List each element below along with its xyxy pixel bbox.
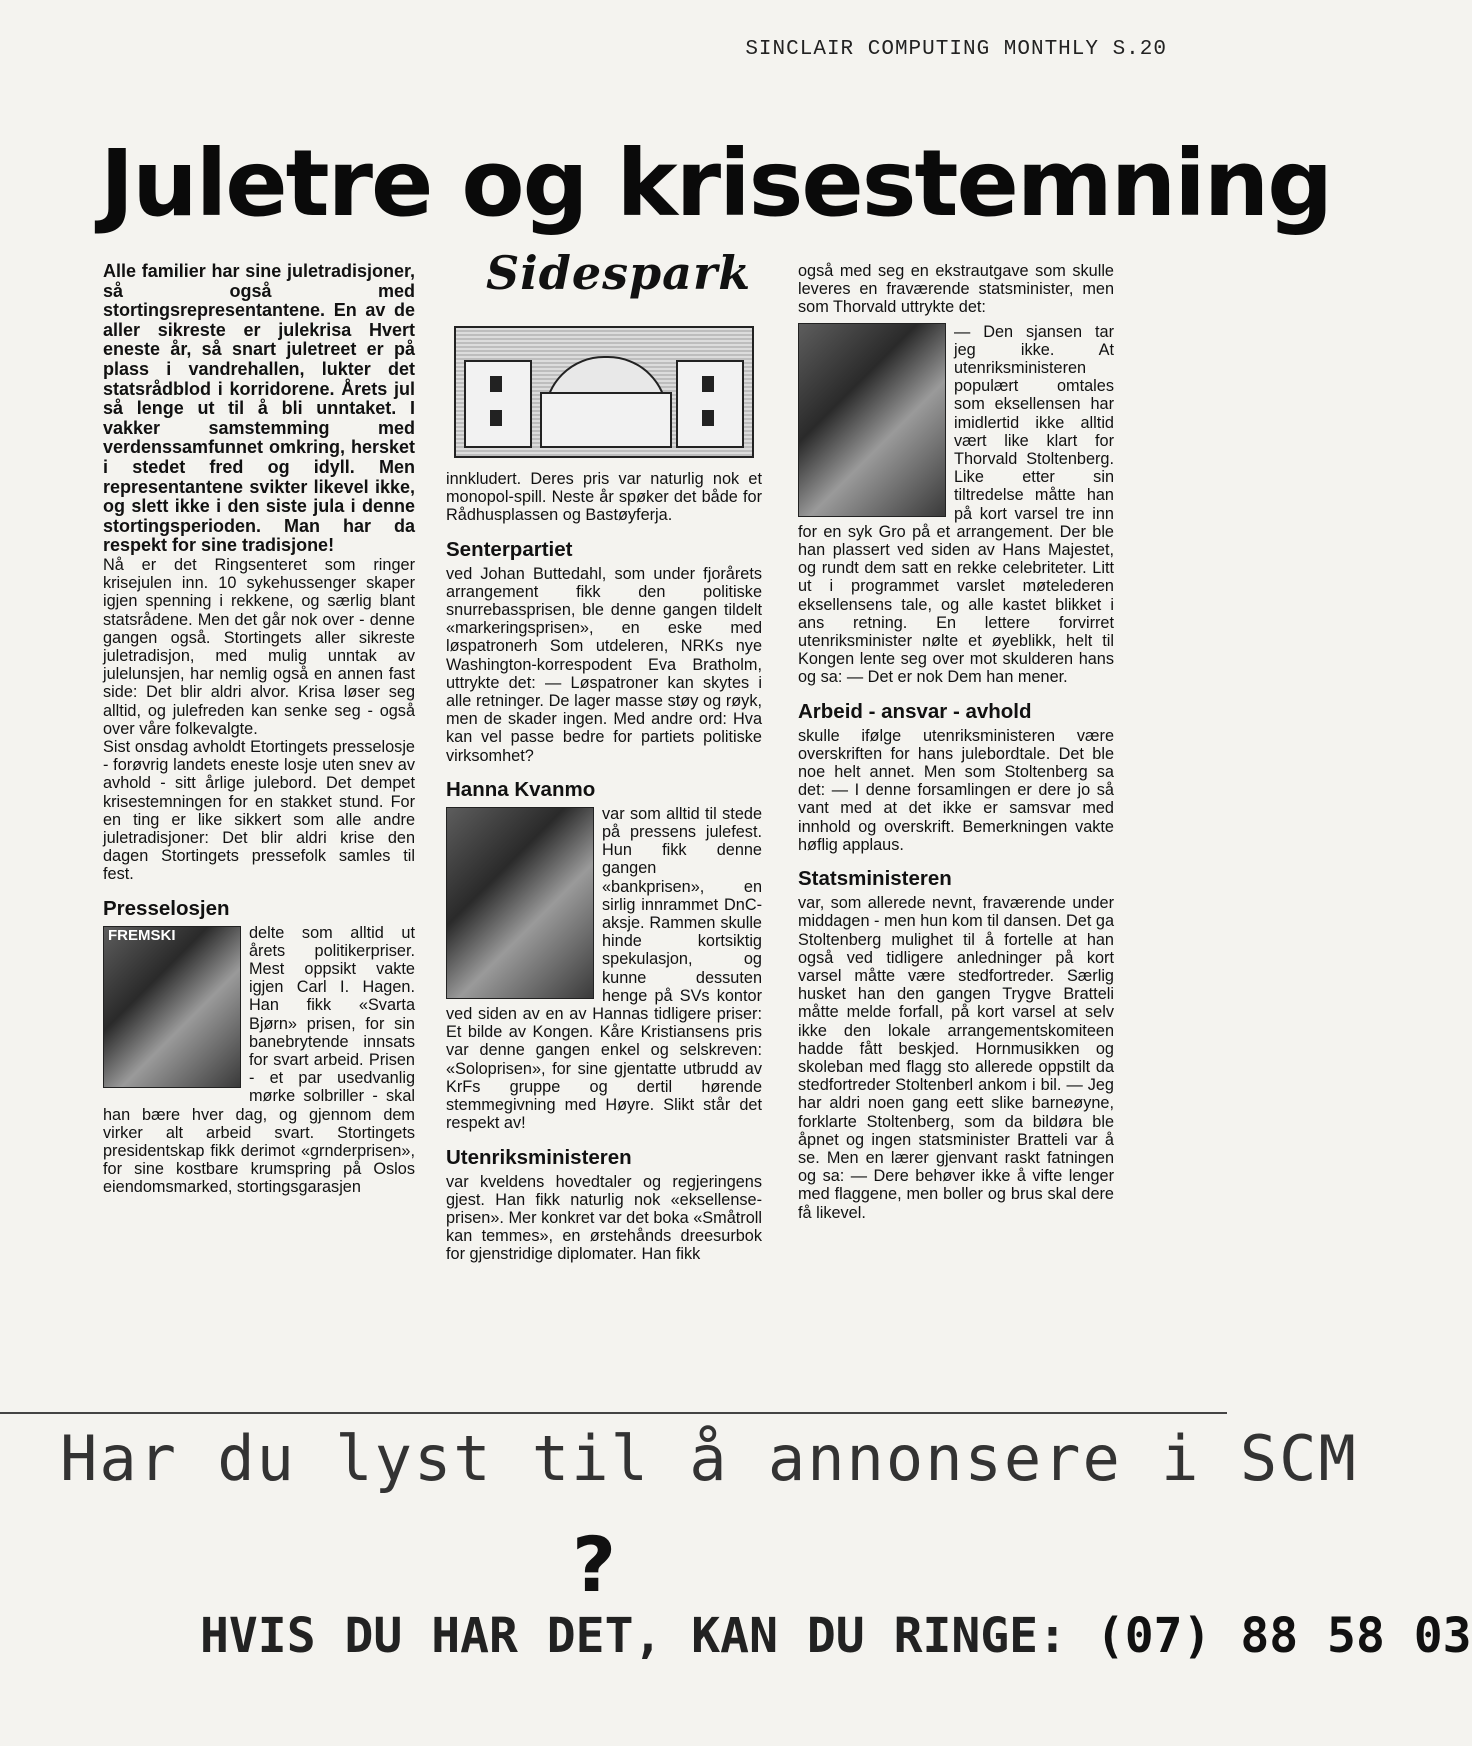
ad-call-line xyxy=(200,1608,1472,1664)
building-center xyxy=(540,392,672,448)
article-column-3 xyxy=(798,262,1114,1222)
page-header: SINCLAIR COMPUTING MONTHLY S.20 xyxy=(745,38,1167,61)
body-paragraph: skulle ifølge utenriksministeren være overskriften for hans julebordtale. Det ble noe helt annet. Men som Stoltenberg sa det: — I denne forsamlingen er dere jo så vant med at det ikke er samsvar med innhold og overskrift. Bemerkningen vakte høflig applaus. xyxy=(798,726,1114,854)
subheading-hanna-kvanmo: Hanna Kvanmo xyxy=(446,777,596,801)
body-paragraph: var kveldens hovedtaler og regjeringens gjest. Han fikk naturlig nok «eksellense-prisen». Mer konkret var det boka «Småtroll kan temmes», en ørstehånds dreesurbok for gjenstridige diplomater. Han fikk xyxy=(446,1172,762,1264)
body-paragraph: innkludert. Deres pris var naturlig nok et monopol-spill. Neste år spøker det både for Rådhusplassen og Bastøyferja. xyxy=(446,470,762,525)
subheading-senterpartiet: Senterpartiet xyxy=(446,537,573,561)
body-paragraph: også med seg en ekstrautgave som skulle leveres en fraværende statsminister, men som Thorvald uttrykte det: xyxy=(798,262,1114,317)
lead-paragraph: Alle familier har sine juletradisjoner, så også med stortingsrepresentantene. En av de aller sikreste er julekrisa Hvert eneste år, så snart juletreet er på plass i vandrehallen, lukter det statsrådblod i korridorene. Årets jul så lenge ut til å bli unntaket. I vakker samstemming med verdenssamfunnet omkring, hersket i stedet fred og idyll. Men representantene svikter likevel ikke, og slett ikke i den siste jula i denne stortingsperioden. Man har da respekt for sine tradisjone! xyxy=(103,261,415,556)
body-paragraph: var, som allerede nevnt, fraværende under middagen - men hun kom til dansen. Det ga Stoltenberg mulighet til å fortelle at han også ved tidligere anledninger på kort varsel måtte være stedfortreder. Særlig husket han den gangen Trygve Bratteli måtte melde forfall, på kort varsel at selv ikke den lokale arrangementskomiteen hadde fått beskjed. Hornmusikken og skoleban med flagg sto allerede oppstilt da stedfortreder Stoltenberl ankom i bil. — Jeg har aldri noen gang eett slike barneøyne, forklarte Stoltenberg, som da bildøra ble åpnet og ingen statsminister Bratteli var å se. Men en lærer gjenvant raskt fatningen og sa: — Dere behøver ikke å vifte lenger med flaggene, men boller og brus skal dere få likevel. xyxy=(798,894,1114,1222)
sidespark-logo xyxy=(446,246,762,464)
building-wing-right xyxy=(676,360,744,448)
body-paragraph: — Den sjansen tar jeg ikke. At utenriksministeren populært omtales som eksellensen har imidlertid ikke alltid vært like klart for Thorvald Stoltenberg. Like etter sin tiltredelse måtte han på kort varsel tre inn for en syk Gro på et arrangement. Der ble han plassert ved siden av Hans Majestet, og rundt dem satt en rekke celebriteter. Litt ut i programmet varslet møtelederen eksellensens tale, og alle kastet blikket i ans retning. En lettere forvirret utenriksminister nølte et øyeblikk, helt til Kongen lente seg over mot skulderen hans og sa: — Det er nok Dem han mener. xyxy=(798,322,1114,687)
ad-question-mark: ? xyxy=(572,1520,617,1609)
sidespark-title: Sidespark xyxy=(486,246,752,300)
portrait-photo-kvanmo xyxy=(446,807,594,999)
body-paragraph: delte som alltid ut årets politikerpriser. Mest oppsikt vakte igjen Carl I. Hagen. Han fikk «Svarta Bjørn» prisen, for sin banebrytende innsats for svart arbeid. Prisen - et par usedvanlig mørke solbriller - skal han bære hver dag, og gjennom dem virker alt arbeid svart. Stortingets presidentskap fikk derimot «grnderprisen», for sine kostbare krumspring på Oslos eiendomsmarked, stortingsgarasjen xyxy=(103,923,415,1197)
portrait-photo-stoltenberg xyxy=(798,323,946,517)
photo-caption: FREMSKI xyxy=(108,926,176,944)
subheading-presselosjen: Presselosjen xyxy=(103,896,230,920)
article-column-2 xyxy=(446,246,762,1264)
ad-call-text: HVIS DU HAR DET, KAN DU RINGE: xyxy=(200,1608,1067,1664)
headline: Juletre og krisestemning xyxy=(100,130,1332,237)
portrait-photo-hagen xyxy=(103,926,241,1088)
subheading-statsministeren: Statsministeren xyxy=(798,867,952,891)
body-paragraph: var som alltid til stede på pressens julefest. Hun fikk denne gangen «bankprisen», en sirlig innrammet DnC-aksje. Rammen skulle hinde kortsiktig spekulasjon, og kunne dessuten henge på SVs kontor ved siden av en av Hannas tidligere priser: Et bilde av Kongen. Kåre Kristiansens pris var denne gangen enkel og selskreven: «Soloprisen», for sine gjentatte utbrudd av KrFs gruppe og dertil hørende stemmegivning med Høyre. Slikt står det respekt av! xyxy=(446,804,762,1133)
storting-building-illustration xyxy=(454,326,754,458)
ad-divider xyxy=(0,1412,1227,1414)
body-paragraph: Sist onsdag avholdt Etortingets presselosje - forøvrig landets eneste losje uten snev av avhold - sitt årlige julebord. Det dempet krisestemningen for en stakket stund. For en ting er like sikkert som alle andre juletradisjoner: Det blir aldri krise den dagen Stortingets pressefolk samles til fest. xyxy=(103,737,415,884)
article-column-1 xyxy=(103,262,415,1197)
subheading-arbeid-ansvar-avhold: Arbeid - ansvar - avhold xyxy=(798,699,1032,723)
building-wing-left xyxy=(464,360,532,448)
subheading-utenriksministeren: Utenriksministeren xyxy=(446,1145,632,1169)
ad-phone-number: (07) 88 58 03 xyxy=(1095,1608,1472,1664)
ad-headline: Har du lyst til å annonsere i SCM xyxy=(60,1422,1358,1495)
body-paragraph: Nå er det Ringsenteret som ringer krisejulen inn. 10 sykehussenger skaper igjen spenning i rekkene, og særlig blant statsrådene. Men det går nok over - denne gangen også. Stortingets aller sikreste juletradisjon, med mulig unntak av julelunsjen, har nemlig også en annen fast side: Det blir aldri alvor. Krisa løser seg alltid, og julefreden kan senke seg - også over våre folkevalgte. xyxy=(103,555,415,738)
body-paragraph: ved Johan Buttedahl, som under fjorårets arrangement fikk den politiske snurrebassprisen, ble denne gangen tildelt «markeringsprisen», en eske med løspatronerh Som utdeleren, NRKs nye Washington-korrespodent Eva Bratholm, uttrykte det: — Løspatroner kan skytes i alle retninger. De lager masse støy og røyk, men de skader ingen. Med andre ord: Hva kan vel passe bedre for partiets politiske virksomhet? xyxy=(446,564,762,765)
